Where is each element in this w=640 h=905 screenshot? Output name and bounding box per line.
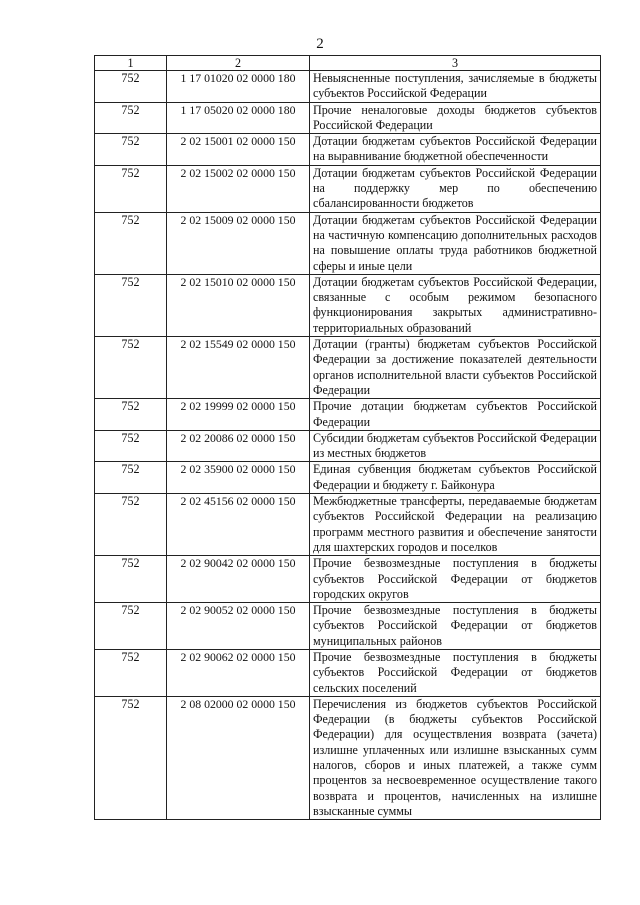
budget-code-cell: 2 02 19999 02 0000 150 [167, 399, 310, 431]
admin-code-cell: 752 [95, 274, 167, 336]
admin-code-cell: 752 [95, 494, 167, 556]
income-name-cell: Невыясненные поступления, зачисляемые в бюджеты субъектов Российской Федерации [310, 71, 601, 103]
budget-code-cell: 2 02 90052 02 0000 150 [167, 603, 310, 650]
admin-code-cell: 752 [95, 212, 167, 274]
table-row [95, 399, 601, 431]
table-row [95, 649, 601, 696]
budget-code-cell: 1 17 01020 02 0000 180 [167, 71, 310, 103]
budget-code-cell: 2 02 35900 02 0000 150 [167, 462, 310, 494]
income-name-cell: Субсидии бюджетам субъектов Российской Федерации из местных бюджетов [310, 430, 601, 462]
budget-code-cell: 2 02 20086 02 0000 150 [167, 430, 310, 462]
column-header-1: 1 [95, 56, 167, 71]
income-name-cell: Межбюджетные трансферты, передаваемые бюджетам субъектов Российской Федерации на реализацию программ местного развития и обеспечение занятости для шахтерских городов и поселков [310, 494, 601, 556]
budget-code-cell: 2 02 90062 02 0000 150 [167, 649, 310, 696]
budget-code-cell: 2 08 02000 02 0000 150 [167, 696, 310, 819]
table-row [95, 696, 601, 819]
income-name-cell: Прочие безвозмездные поступления в бюджеты субъектов Российской Федерации от бюджетов городских округов [310, 556, 601, 603]
table-row [95, 274, 601, 336]
income-name-cell: Дотации (гранты) бюджетам субъектов Российской Федерации за достижение показателей деятельности органов исполнительной власти субъектов Российской Федерации [310, 337, 601, 399]
admin-code-cell: 752 [95, 649, 167, 696]
table-row [95, 102, 601, 134]
income-name-cell: Прочие безвозмездные поступления в бюджеты субъектов Российской Федерации от бюджетов муниципальных районов [310, 603, 601, 650]
table-row [95, 462, 601, 494]
budget-code-cell: 2 02 90042 02 0000 150 [167, 556, 310, 603]
table-row [95, 337, 601, 399]
income-name-cell: Дотации бюджетам субъектов Российской Федерации, связанные с особым режимом безопасного функционирования закрытых административно-территориальных образований [310, 274, 601, 336]
table-header-row [95, 56, 601, 71]
budget-code-cell: 2 02 45156 02 0000 150 [167, 494, 310, 556]
table-row [95, 556, 601, 603]
admin-code-cell: 752 [95, 165, 167, 212]
admin-code-cell: 752 [95, 430, 167, 462]
budget-code-cell: 2 02 15001 02 0000 150 [167, 134, 310, 166]
table-row [95, 212, 601, 274]
budget-code-cell: 1 17 05020 02 0000 180 [167, 102, 310, 134]
table-row [95, 134, 601, 166]
admin-code-cell: 752 [95, 603, 167, 650]
income-name-cell: Дотации бюджетам субъектов Российской Федерации на частичную компенсацию дополнительных расходов на повышение оплаты труда работников бюджетной сферы и иные цели [310, 212, 601, 274]
admin-code-cell: 752 [95, 102, 167, 134]
admin-code-cell: 752 [95, 71, 167, 103]
budget-codes-table [94, 55, 601, 820]
income-name-cell: Прочие безвозмездные поступления в бюджеты субъектов Российской Федерации от бюджетов сельских поселений [310, 649, 601, 696]
table-row [95, 165, 601, 212]
budget-code-cell: 2 02 15002 02 0000 150 [167, 165, 310, 212]
admin-code-cell: 752 [95, 399, 167, 431]
admin-code-cell: 752 [95, 337, 167, 399]
table-row [95, 71, 601, 103]
admin-code-cell: 752 [95, 556, 167, 603]
admin-code-cell: 752 [95, 696, 167, 819]
budget-code-cell: 2 02 15010 02 0000 150 [167, 274, 310, 336]
budget-code-cell: 2 02 15549 02 0000 150 [167, 337, 310, 399]
income-name-cell: Дотации бюджетам субъектов Российской Федерации на поддержку мер по обеспечению сбалансированности бюджетов [310, 165, 601, 212]
page-number: 2 [316, 36, 324, 52]
income-name-cell: Перечисления из бюджетов субъектов Российской Федерации (в бюджеты субъектов Российской Федерации) для осуществления возврата (зачета) излишне уплаченных или излишне взысканных сумм налогов, сборов и иных платежей, а также сумм процентов за несвоевременное осуществление такого возврата и процентов, начисленных на излишне взысканные суммы [310, 696, 601, 819]
column-header-3: 3 [310, 56, 601, 71]
income-name-cell: Прочие неналоговые доходы бюджетов субъектов Российской Федерации [310, 102, 601, 134]
income-name-cell: Единая субвенция бюджетам субъектов Российской Федерации и бюджету г. Байконура [310, 462, 601, 494]
income-name-cell: Дотации бюджетам субъектов Российской Федерации на выравнивание бюджетной обеспеченности [310, 134, 601, 166]
table-body [95, 71, 601, 820]
budget-code-cell: 2 02 15009 02 0000 150 [167, 212, 310, 274]
admin-code-cell: 752 [95, 134, 167, 166]
table-row [95, 430, 601, 462]
income-name-cell: Прочие дотации бюджетам субъектов Российской Федерации [310, 399, 601, 431]
column-header-2: 2 [167, 56, 310, 71]
table-row [95, 494, 601, 556]
table-row [95, 603, 601, 650]
admin-code-cell: 752 [95, 462, 167, 494]
